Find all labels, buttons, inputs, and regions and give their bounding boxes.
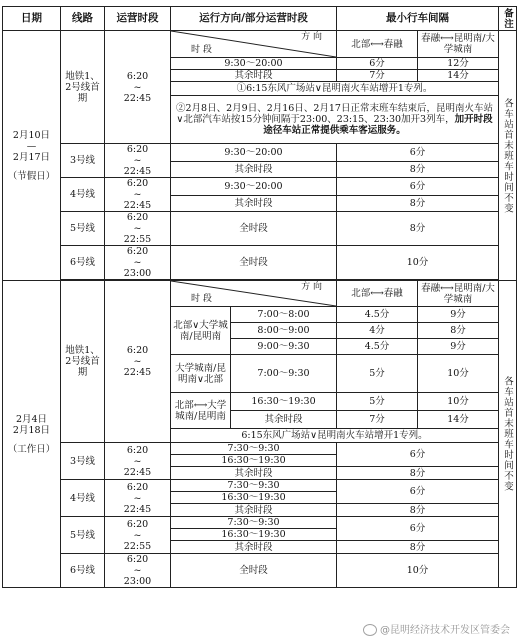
s2-diag-header: 方 向 时 段	[171, 281, 337, 307]
header-gap: 最小行车间隔	[337, 7, 499, 31]
s2-line5: 5号线	[61, 517, 105, 554]
header-date: 日期	[3, 7, 61, 31]
s2-col-a: 北部⟷春融	[337, 281, 418, 307]
s2-group2-dir: 北部⟷大学城南/昆明南	[171, 393, 231, 429]
s2-line3: 3号线	[61, 443, 105, 480]
weibo-icon	[363, 624, 377, 636]
s1-date-cell	[3, 31, 61, 281]
s1-diag-row	[3, 31, 517, 58]
s1-note2-row: ②2月8日、2月9日、2月16日、2月17日正常末班车结束后，昆明南火车站∨北部汽车站按15分钟间隔于23:00、23:15、23:30加开3列车，加开时段途径车站正常提供乘车客运服务。	[3, 96, 517, 144]
s1-note1-row: ①6:15东风广场站∨昆明南火车站增开1专列。	[3, 82, 517, 96]
s1-line3-time: 6:20 ~ 22:45	[105, 144, 171, 178]
s2-line3-time: 6:20 ~ 22:45	[105, 443, 171, 480]
s2-line6-time: 6:20 ~ 23:00	[105, 554, 171, 588]
s2-col-b: 春融⟷昆明南/大学城南	[418, 281, 499, 307]
s1-metro12-time: 6:20 ~ 22:45	[105, 31, 171, 144]
s1-diag-header: 方 向 时 段	[171, 31, 337, 58]
s1-metro12-line: 地铁1、2号线首期	[61, 31, 105, 144]
s2-group1-dir: 大学城南/昆明南∨北部	[171, 355, 231, 393]
header-note: 备注	[499, 7, 517, 31]
s1-date-from: 2月10日	[12, 129, 51, 141]
s2-date-to: 2月18日	[12, 424, 51, 436]
watermark: @昆明经济技术开发区管委会	[363, 621, 510, 636]
s2-line5-time: 6:20 ~ 22:55	[105, 517, 171, 554]
s2-group0-dir: 北部∨大学城南/昆明南	[171, 307, 231, 355]
s1-note-cell: 各车站首末班车时间不变	[499, 31, 517, 281]
header-row	[3, 7, 517, 31]
s1-line6-time: 6:20 ~ 23:00	[105, 246, 171, 280]
s2-line4: 4号线	[61, 480, 105, 517]
s2-line6: 6号线	[61, 554, 105, 588]
s1-dash: —	[26, 140, 37, 152]
s1-line4: 4号线	[61, 178, 105, 212]
s1-col-b: 春融⟷昆明南/大学城南	[418, 31, 499, 58]
s2-metro12-time: 6:20 ~ 22:45	[105, 281, 171, 443]
header-line: 线路	[61, 7, 105, 31]
s1-line5: 5号线	[61, 212, 105, 246]
s1-line3: 3号线	[61, 144, 105, 178]
s2-note1: 6:15东风广场站∨昆明南火车站增开1专列。	[171, 429, 499, 443]
s1-line4-time: 6:20 ~ 22:45	[105, 178, 171, 212]
s2-date-cell	[3, 281, 61, 588]
s1-date-tag: （节假日）	[7, 170, 56, 182]
s2-line4-time: 6:20 ~ 22:45	[105, 480, 171, 517]
header-time: 运营时段	[105, 7, 171, 31]
s1-metro-row-0: 9:30～20:00 6分 12分	[3, 58, 517, 70]
s1-line6: 6号线	[61, 246, 105, 280]
s2-diag-row	[3, 281, 517, 307]
header-direction: 运行方向/部分运营时段	[171, 7, 337, 31]
s1-date-to: 2月17日	[12, 151, 51, 163]
s2-metro12-line: 地铁1、2号线首期	[61, 281, 105, 443]
s2-date-from: 2月4日	[15, 413, 48, 425]
schedule-table: 日期 线路 运营时段 运行方向/部分运营时段 最小行车间隔 备注 2月10日 — 2月17日 （节假日） 地铁1、2号线首期 6:20 ~ 22:45 方 向 时 段 北部⟷春融 春融⟷昆明南/大学城南 各车站首末班车时间不变 9:30～20:00 6分 12分 其余时段 7分 14分 ①6:15东风广场站∨昆明南火车站增开1专列。 ②2月8日、2月9日、2月16日、2月17日正常末班车结束后，昆明南火车站∨北部汽车站按15分钟间隔于23:00、23:15、23:30加开3列车，加开时段途径车站正常提供乘车客运服务。 3号线 6:20 ~ 22:45 9:30～20:00 6分 其余时段 8分 4号线 6:20 ~ 22:45 9:30～20:00 6分 其余时段 8分 5号线 6:20 ~ 22:55 全时段 8分 6号线 6:20 ~ 23:00 全时段 10分 2月4日 2月18日 （工作日） 地铁1、2号线首期 6:20 ~ 22:45 方 向 时 段 北部⟷春融 春融⟷昆明南/大学城南 各车站首末班车时间不变 北部∨大学城南/昆明南 7:00～8:00 4.5分 9分 8:00～9:00 4分 8分 9:00～9:30 4.5分 9分 大学城南/昆明南∨北部 7:00～9:30 5分 10分 北部⟷大学城南/昆明南 16:30～19:30 5分 10分 其余时段 7分 14分 6:15东风广场站∨昆明南火车站增开1专列。 3号线 6:20 ~ 22:45 7:30～9:30 6分 16:30～19:30 其余时段 8分 4号线 6:20 ~ 22:45 7:30～9:30 6分 16:30～19:30 其余时段 8分 5号线 6:20 ~ 22:55 7:30～9:30 6分 16:30～19:30 其余时段 8分 6号线 6:20 ~ 23:00 全时段 10分	[2, 6, 517, 588]
s1-metro-row-1: 其余时段 7分 14分	[3, 70, 517, 82]
s2-date-tag: （工作日）	[7, 443, 56, 455]
s1-col-a: 北部⟷春融	[337, 31, 418, 58]
s1-line5-time: 6:20 ~ 22:55	[105, 212, 171, 246]
s2-note-cell: 各车站首末班车时间不变	[499, 281, 517, 588]
